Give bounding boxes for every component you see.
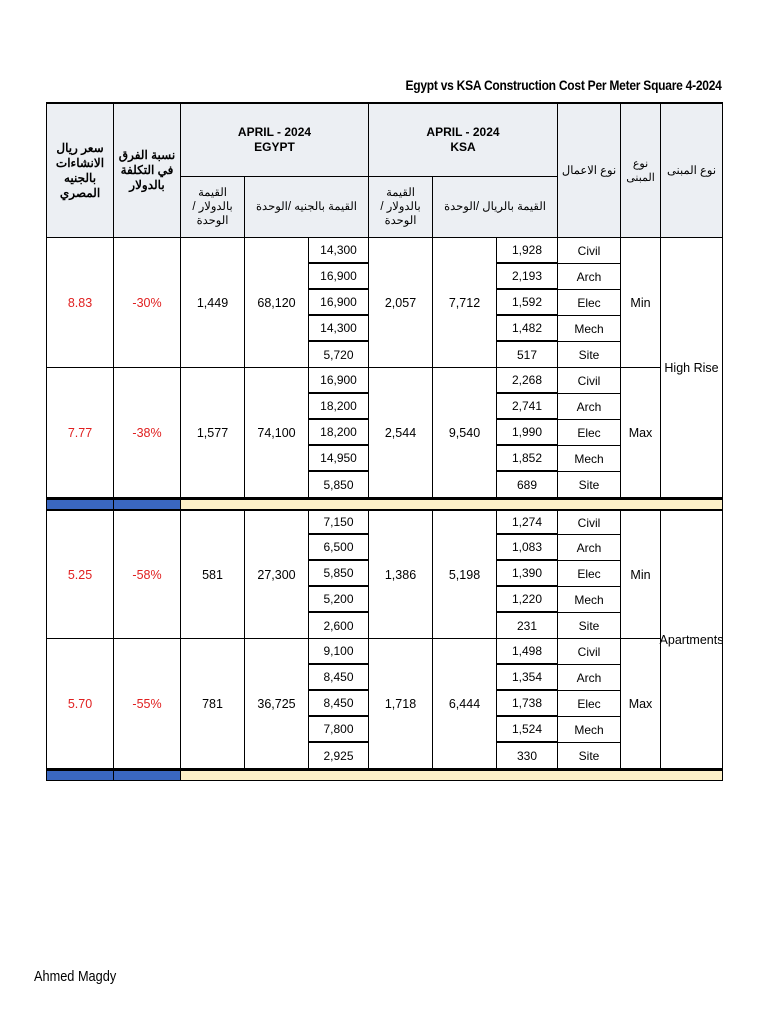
diff-value: -58%: [114, 509, 181, 639]
header-egypt: [181, 104, 369, 177]
ksa-usd-value: 1,386: [369, 509, 433, 639]
ksa-item-value: 1,524: [497, 717, 558, 743]
egypt-item-value: 16,900: [309, 290, 369, 316]
work-type-label: Civil: [558, 368, 621, 394]
work-type-label: Elec: [558, 290, 621, 316]
diff-value: -38%: [114, 368, 181, 498]
header-building-class: نوع المبنى: [661, 104, 722, 238]
ksa-total-value: 7,712: [433, 238, 497, 368]
egypt-item-value: 7,800: [309, 717, 369, 743]
separator-band-blue: [47, 769, 114, 780]
page-title: Egypt vs KSA Construction Cost Per Meter Square 4-2024: [405, 77, 722, 93]
egypt-total-value: 68,120: [245, 238, 309, 368]
ksa-total-value: 5,198: [433, 509, 497, 639]
egypt-item-value: 6,500: [309, 535, 369, 561]
diff-value: -55%: [114, 639, 181, 769]
egypt-total-value: 74,100: [245, 368, 309, 498]
work-type-label: Arch: [558, 535, 621, 561]
header-egypt-country: EGYPT: [254, 140, 295, 154]
egypt-item-value: 14,950: [309, 446, 369, 472]
level-label: Max: [621, 639, 661, 769]
ksa-total-value: 9,540: [433, 368, 497, 498]
work-type-label: Mech: [558, 587, 621, 613]
egypt-item-value: 14,300: [309, 238, 369, 264]
work-type-label: Mech: [558, 446, 621, 472]
egypt-item-value: 8,450: [309, 691, 369, 717]
header-ksa: [369, 104, 558, 177]
ksa-usd-value: 2,057: [369, 238, 433, 368]
ksa-item-value: 1,592: [497, 290, 558, 316]
ksa-item-value: 1,354: [497, 665, 558, 691]
egypt-item-value: 16,900: [309, 264, 369, 290]
egypt-item-value: 2,925: [309, 743, 369, 769]
separator-band-cream: [181, 769, 722, 780]
egypt-item-value: 16,900: [309, 368, 369, 394]
work-type-label: Civil: [558, 639, 621, 665]
egypt-item-value: 5,850: [309, 472, 369, 498]
work-type-label: Civil: [558, 238, 621, 264]
ksa-item-value: 1,738: [497, 691, 558, 717]
work-type-label: Arch: [558, 394, 621, 420]
ksa-item-value: 1,482: [497, 316, 558, 342]
egypt-item-value: 18,200: [309, 420, 369, 446]
egypt-item-value: 14,300: [309, 316, 369, 342]
ksa-item-value: 231: [497, 613, 558, 639]
work-type-label: Site: [558, 342, 621, 368]
work-type-label: Mech: [558, 316, 621, 342]
ksa-total-value: 6,444: [433, 639, 497, 769]
ksa-item-value: 1,852: [497, 446, 558, 472]
egypt-item-value: 18,200: [309, 394, 369, 420]
ksa-item-value: 517: [497, 342, 558, 368]
egypt-total-value: 36,725: [245, 639, 309, 769]
ksa-item-value: 1,274: [497, 509, 558, 535]
author-name: Ahmed Magdy: [34, 968, 117, 985]
header-rate: سعر ريال الانشاءات بالجنيه المصري: [47, 104, 114, 238]
ksa-item-value: 1,990: [497, 420, 558, 446]
separator-band-blue: [47, 498, 114, 509]
egypt-item-value: 2,600: [309, 613, 369, 639]
work-type-label: Arch: [558, 665, 621, 691]
ksa-item-value: 689: [497, 472, 558, 498]
header-ksa-usd: القيمة بالدولار /الوحدة: [369, 177, 433, 238]
ksa-usd-value: 2,544: [369, 368, 433, 498]
separator-band-blue: [114, 498, 181, 509]
work-type-label: Site: [558, 472, 621, 498]
header-ksa-period: APRIL - 2024: [426, 125, 500, 139]
ksa-item-value: 1,083: [497, 535, 558, 561]
ksa-usd-value: 1,718: [369, 639, 433, 769]
work-type-label: Elec: [558, 420, 621, 446]
egypt-item-value: 5,850: [309, 561, 369, 587]
ksa-item-value: 2,741: [497, 394, 558, 420]
ksa-item-value: 1,928: [497, 238, 558, 264]
rate-value: 5.25: [47, 509, 114, 639]
rate-value: 8.83: [47, 238, 114, 368]
egypt-item-value: 8,450: [309, 665, 369, 691]
ksa-item-value: 1,220: [497, 587, 558, 613]
egypt-item-value: 7,150: [309, 509, 369, 535]
ksa-item-value: 1,498: [497, 639, 558, 665]
separator-band-cream: [181, 498, 722, 509]
diff-value: -30%: [114, 238, 181, 368]
egypt-total-value: 27,300: [245, 509, 309, 639]
cost-table: [46, 102, 723, 781]
header-ksa-country: KSA: [450, 140, 476, 154]
work-type-label: Elec: [558, 561, 621, 587]
work-type-label: Civil: [558, 509, 621, 535]
ksa-item-value: 330: [497, 743, 558, 769]
header-building-type: نوع المبنى: [621, 104, 661, 238]
header-egypt-period: APRIL - 2024: [237, 125, 312, 139]
ksa-item-value: 2,193: [497, 264, 558, 290]
header-ksa-sar: القيمة بالريال /الوحدة: [433, 177, 558, 238]
egypt-usd-value: 1,577: [181, 368, 245, 498]
header-work-type: نوع الاعمال: [558, 104, 621, 238]
egypt-usd-value: 1,449: [181, 238, 245, 368]
work-type-label: Arch: [558, 264, 621, 290]
level-label: Min: [621, 509, 661, 639]
work-type-label: Site: [558, 743, 621, 769]
egypt-item-value: 9,100: [309, 639, 369, 665]
work-type-label: Elec: [558, 691, 621, 717]
egypt-item-value: 5,720: [309, 342, 369, 368]
work-type-label: Mech: [558, 717, 621, 743]
header-egypt-egp: القيمة بالجنيه /الوحدة: [245, 177, 369, 238]
header-egypt-usd: القيمة بالدولار /الوحدة: [181, 177, 245, 238]
ksa-item-value: 2,268: [497, 368, 558, 394]
separator-band-blue: [114, 769, 181, 780]
egypt-usd-value: 781: [181, 639, 245, 769]
rate-value: 7.77: [47, 368, 114, 498]
rate-value: 5.70: [47, 639, 114, 769]
ksa-item-value: 1,390: [497, 561, 558, 587]
building-type-apartments: Apartments: [661, 509, 722, 769]
level-label: Min: [621, 238, 661, 368]
work-type-label: Site: [558, 613, 621, 639]
egypt-item-value: 5,200: [309, 587, 369, 613]
egypt-usd-value: 581: [181, 509, 245, 639]
level-label: Max: [621, 368, 661, 498]
header-diff: نسبة الفرق في التكلفة بالدولار: [114, 104, 181, 238]
building-type-high-rise: High Rise: [661, 238, 722, 498]
